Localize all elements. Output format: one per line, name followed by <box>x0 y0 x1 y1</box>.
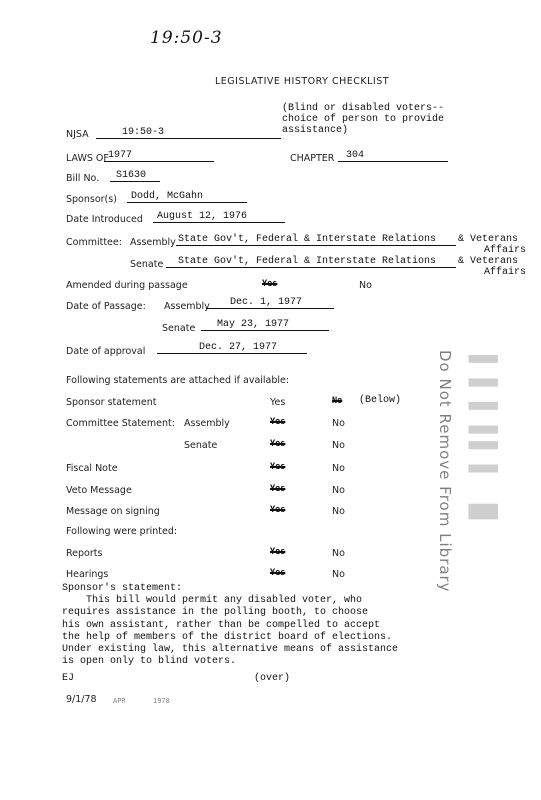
statement-yes: Yes <box>270 397 286 408</box>
passage-senate-value: May 23, 1977 <box>201 319 329 331</box>
approval-value: Dec. 27, 1977 <box>157 342 307 354</box>
statement-line: the help of members of the district board of elections. <box>62 631 393 643</box>
printed-label: Reports <box>66 548 103 559</box>
sponsors-value: Dodd, McGahn <box>127 191 247 203</box>
page-title: LEGISLATIVE HISTORY CHECKLIST <box>215 76 390 87</box>
statement-label: Fiscal Note <box>66 463 118 474</box>
passage-assembly-label: Assembly <box>164 301 210 312</box>
committee-assembly-value: State Gov't, Federal & Interstate Relations <box>176 234 456 246</box>
laws-of-value: 1977 <box>104 150 214 162</box>
chapter-label: CHAPTER <box>290 153 335 164</box>
library-stamp: Do Not Remove From Library <box>436 350 454 593</box>
statement-line: Under existing law, this alternative means of assistance <box>62 644 399 656</box>
suffix-line: Affairs <box>484 245 527 256</box>
statement-note: (Below) <box>359 395 402 406</box>
faded-stamp-mark: ▌▐ ▌▐▐ ▌ ▐▌ <box>468 355 498 528</box>
statement-sub: Senate <box>184 440 218 451</box>
printed-label: Hearings <box>66 569 109 580</box>
printed-no: No <box>332 548 345 559</box>
printed-no: No <box>332 569 345 580</box>
statement-sub: Assembly <box>184 418 230 429</box>
statement-no: No <box>332 463 345 474</box>
printed-header: Following were printed: <box>66 526 178 537</box>
bill-no-value: S1630 <box>110 170 160 182</box>
committee-senate-value: State Gov't, Federal & Interstate Relations <box>166 256 456 268</box>
statement-line: is open only to blind voters. <box>62 656 237 668</box>
bill-no-label: Bill No. <box>66 173 100 184</box>
statement-yes-struck: Yes <box>270 505 286 515</box>
statement-no-struck: No <box>332 396 343 406</box>
faint-stamp: APR <box>113 697 126 705</box>
description-line: assistance) <box>282 125 349 136</box>
footer-date: 9/1/78 <box>66 694 97 705</box>
sponsors-label: Sponsor(s) <box>66 194 117 205</box>
committee-senate-suffix <box>458 256 526 278</box>
statement-line: requires assistance in the polling booth, to choose <box>62 607 369 619</box>
statement-yes-struck: Yes <box>270 484 286 494</box>
suffix-line: Affairs <box>484 267 527 278</box>
statement-no: No <box>332 485 345 496</box>
committee-senate-label: Senate <box>130 259 164 270</box>
amended-label: Amended during passage <box>66 280 188 291</box>
sponsor-statement-heading: Sponsor's statement: <box>62 583 183 594</box>
committee-assembly-suffix <box>458 234 526 256</box>
njsa-value: 19:50-3 <box>96 127 281 139</box>
faint-stamp: 1978 <box>153 697 170 705</box>
suffix-line: & Veterans <box>458 234 519 245</box>
sponsor-statement-body <box>62 595 398 669</box>
statement-label: Message on signing <box>66 506 160 517</box>
statement-line: his own assistant, rather than be compelled to accept <box>62 619 381 631</box>
footer-initials: EJ <box>62 673 75 684</box>
statement-label: Veto Message <box>66 485 132 496</box>
committee-assembly-label: Assembly <box>130 237 176 248</box>
passage-label: Date of Passage: <box>66 301 146 312</box>
date-introduced-value: August 12, 1976 <box>153 211 285 223</box>
statement-yes-struck: Yes <box>270 417 286 427</box>
printed-yes-struck: Yes <box>270 547 286 557</box>
bill-description <box>282 103 444 136</box>
passage-assembly-value: Dec. 1, 1977 <box>206 297 334 309</box>
laws-of-label: LAWS OF <box>66 153 109 164</box>
description-line: choice of person to provide <box>282 114 445 125</box>
statement-yes-struck: Yes <box>270 462 286 472</box>
handwritten-reference: 19:50-3 <box>150 28 223 48</box>
approval-label: Date of approval <box>66 346 146 357</box>
footer-over: (over) <box>254 673 291 684</box>
njsa-label: NJSA <box>66 129 89 140</box>
chapter-value: 304 <box>338 150 448 162</box>
description-line: (Blind or disabled voters-- <box>282 103 445 114</box>
statement-label: Sponsor statement <box>66 397 157 408</box>
passage-senate-label: Senate <box>162 323 196 334</box>
statement-no: No <box>332 506 345 517</box>
printed-yes-struck: Yes <box>270 568 286 578</box>
statement-label: Committee Statement: <box>66 418 175 429</box>
statements-header: Following statements are attached if available: <box>66 375 290 386</box>
date-introduced-label: Date Introduced <box>66 214 143 225</box>
amended-yes-struck: Yes <box>262 279 278 289</box>
amended-no: No <box>359 280 372 291</box>
committee-label: Committee: <box>66 237 122 248</box>
statement-line: This bill would permit any disabled voter, who <box>62 595 363 606</box>
suffix-line: & Veterans <box>458 256 519 267</box>
statement-yes-struck: Yes <box>270 439 286 449</box>
statement-no: No <box>332 440 345 451</box>
statement-no: No <box>332 418 345 429</box>
